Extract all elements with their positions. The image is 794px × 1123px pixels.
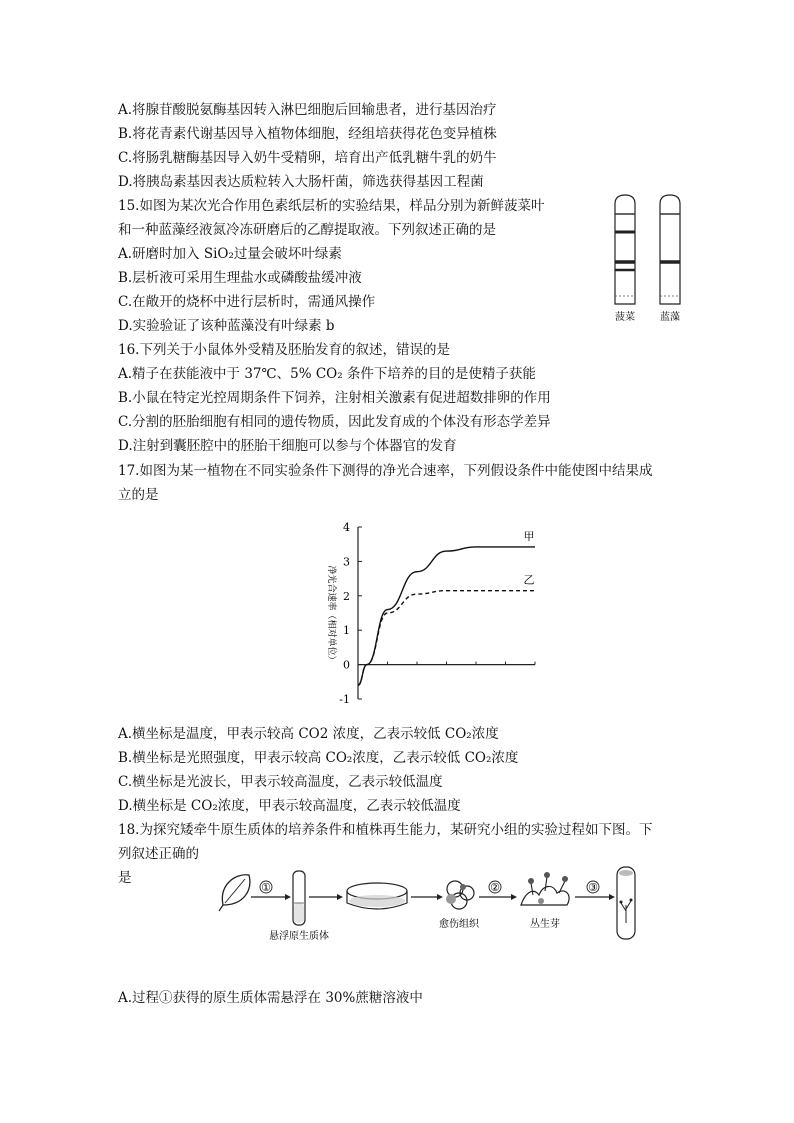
option-16d: D.注射到囊胚腔中的胚胎干细胞可以参与个体器官的发育 bbox=[118, 438, 457, 454]
option-15d: D.实验验证了该种蓝藻没有叶绿素 b bbox=[118, 318, 335, 334]
y-tick-label: 1 bbox=[343, 624, 350, 638]
y-tick-label: 4 bbox=[343, 521, 350, 534]
spinach-label: 菠菜 bbox=[615, 312, 635, 323]
step-3-label: ③ bbox=[588, 881, 598, 894]
question-18-stem: 18.为探究矮牵牛原生质体的培养条件和植株再生能力，某研究小组的实验过程如下图。下 bbox=[118, 822, 653, 838]
shoots-icon bbox=[521, 872, 569, 905]
cyanobacteria-strip bbox=[660, 195, 680, 304]
option-16c: C.分割的胚胎细胞有相同的遗传物质，因此发育成的个体没有形态学差异 bbox=[118, 414, 551, 430]
option-17a: A.横坐标是温度，甲表示较高 CO2 浓度，乙表示较低 CO₂浓度 bbox=[118, 726, 499, 742]
process-diagram bbox=[215, 865, 655, 945]
question-16-stem: 16.下列关于小鼠体外受精及胚胎发育的叙述，错误的是 bbox=[118, 342, 450, 358]
option-14a: A.将腺苷酸脱氨酶基因转入淋巴细胞后回输患者，进行基因治疗 bbox=[118, 102, 497, 118]
option-17c: C.横坐标是光波长，甲表示较高温度，乙表示较低温度 bbox=[118, 774, 443, 790]
option-17d: D.横坐标是 CO₂浓度，甲表示较高温度，乙表示较低温度 bbox=[118, 798, 461, 814]
option-18a: A.过程①获得的原生质体需悬浮在 30%蔗糖溶液中 bbox=[118, 990, 423, 1006]
net-photosynthesis-chart bbox=[310, 515, 550, 710]
y-tick-label: 0 bbox=[343, 658, 350, 672]
option-17b: B.横坐标是光照强度，甲表示较高 CO₂浓度，乙表示较低 CO₂浓度 bbox=[118, 750, 519, 766]
option-15a: A.研磨时加入 SiO₂过量会破坏叶绿素 bbox=[118, 246, 342, 262]
question-15-stem-cont: 和一种蓝藻经液氮冷冻研磨后的乙醇提取液。下列叙述正确的是 bbox=[118, 222, 496, 238]
callus-label: 愈伤组织 bbox=[439, 919, 479, 930]
chromatography-figure bbox=[605, 192, 695, 327]
y-axis-label: 净光合速率（相对单位） bbox=[326, 565, 336, 665]
question-18-stem-end: 是 bbox=[118, 870, 132, 886]
suspension-label: 悬浮原生质体 bbox=[269, 931, 329, 942]
option-14d: D.将胰岛素基因表达质粒转入大肠杆菌，筛选获得基因工程菌 bbox=[118, 174, 484, 190]
shoots-label: 丛生芽 bbox=[530, 919, 560, 930]
cyanobacteria-label: 蓝藻 bbox=[660, 312, 680, 323]
question-17-stem-cont: 立的是 bbox=[118, 487, 159, 503]
leaf-icon bbox=[219, 875, 250, 911]
option-15b: B.层析液可采用生理盐水或磷酸盐缓冲液 bbox=[118, 270, 362, 286]
spinach-strip bbox=[615, 195, 635, 304]
callus-icon bbox=[446, 881, 474, 909]
option-14c: C.将肠乳糖酶基因导入奶牛受精卵，培育出产低乳糖牛乳的奶牛 bbox=[118, 150, 497, 166]
y-tick-label: 3 bbox=[343, 555, 350, 569]
step-1-label: ① bbox=[261, 881, 271, 894]
question-18-stem-cont: 列叙述正确的 bbox=[118, 846, 199, 862]
petri-dish-icon bbox=[347, 883, 407, 909]
option-14b: B.将花青素代谢基因导入植物体细胞，经组培获得花色变异植株 bbox=[118, 126, 497, 142]
option-16a: A.精子在获能液中于 37℃、5% CO₂ 条件下培养的目的是使精子获能 bbox=[118, 366, 536, 382]
series-jia-label: 甲 bbox=[523, 529, 535, 543]
y-tick-label: -1 bbox=[339, 693, 350, 706]
test-tube-icon bbox=[293, 871, 305, 925]
question-15-stem: 15.如图为某次光合作用色素纸层析的实验结果，样品分别为新鲜菠菜叶 bbox=[118, 198, 545, 214]
y-tick-label: 2 bbox=[343, 589, 350, 603]
step-2-label: ② bbox=[490, 881, 500, 894]
culture-tube-icon bbox=[617, 867, 635, 939]
series-yi-line bbox=[358, 591, 535, 686]
option-16b: B.小鼠在特定光控周期条件下饲养，注射相关激素有促进超数排卵的作用 bbox=[118, 390, 551, 406]
option-15c: C.在敞开的烧杯中进行层析时，需通风操作 bbox=[118, 294, 376, 310]
series-yi-label: 乙 bbox=[523, 573, 535, 587]
question-17-stem: 17.如图为某一植物在不同实验条件下测得的净光合速率，下列假设条件中能使图中结果成 bbox=[118, 463, 653, 479]
